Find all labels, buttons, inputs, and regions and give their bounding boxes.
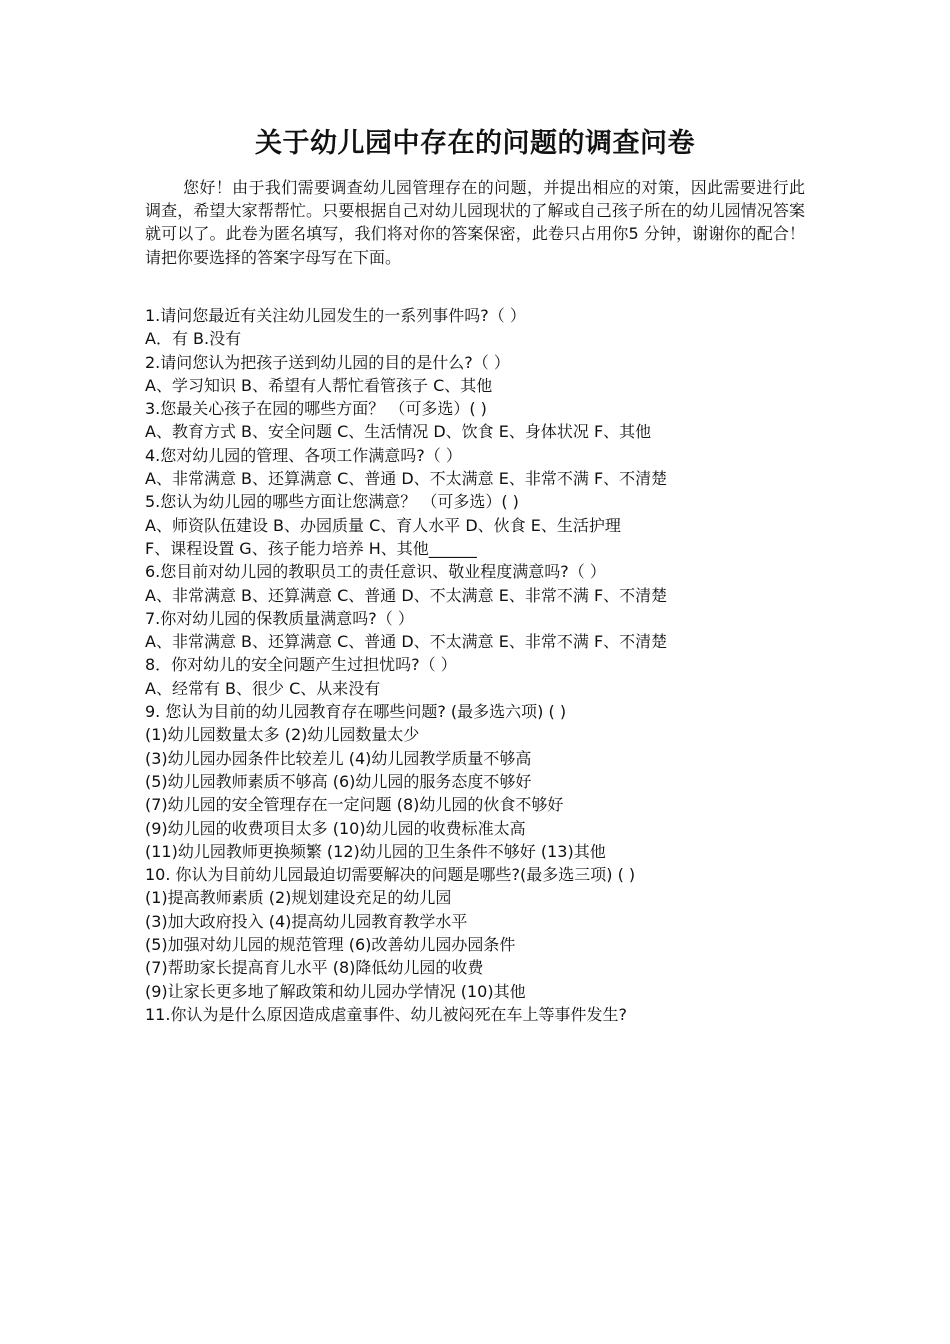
- question-10-option-line: (9)让家长更多地了解政策和幼儿园办学情况 (10)其他: [145, 981, 526, 1001]
- question-7: 7.你对幼儿园的保教质量满意吗?（ ）: [145, 608, 414, 628]
- question-9-option-line: (3)幼儿园办园条件比较差儿 (4)幼儿园教学质量不够高: [145, 748, 532, 768]
- question-6-options: A、非常满意 B、还算满意 C、普通 D、不太满意 E、非常不满 F、不清楚: [145, 585, 668, 605]
- question-10: 10. 你认为目前幼儿园最迫切需要解决的问题是哪些?(最多选三项) ( ): [145, 865, 636, 885]
- question-9-option-line: (9)幼儿园的收费项目太多 (10)幼儿园的收费标准太高: [145, 818, 526, 838]
- question-3-options: A、教育方式 B、安全问题 C、生活情况 D、饮食 E、身体状况 F、其他: [145, 422, 652, 442]
- question-list: [145, 304, 845, 1026]
- question-3: 3.您最关心孩子在园的哪些方面？ （可多选）( ): [145, 399, 487, 419]
- question-4: 4.您对幼儿园的管理、各项工作满意吗?（ ）: [145, 445, 462, 465]
- question-1-options: A．有 B.没有: [145, 329, 242, 349]
- question-5-options-continued: F、课程设置 G、孩子能力培养 H、其他______: [145, 538, 477, 558]
- question-5-options: A、师资队伍建设 B、办园质量 C、育人水平 D、伙食 E、生活护理: [145, 515, 621, 535]
- question-9-option-line: (1)幼儿园数量太多 (2)幼儿园数量太少: [145, 725, 420, 745]
- intro-paragraph: 您好！由于我们需要调查幼儿园管理存在的问题，并提出相应的对策，因此需要进行此调查，希望大家帮帮忙。只要根据自己对幼儿园现状的了解或自己孩子所在的幼儿园情况答案就可以了。此卷为匿名填写，我们将对你的答案保密，此卷只占用你5 分钟，谢谢你的配合！请把你要选择的答案字母写在下面。: [145, 178, 805, 267]
- question-7-options: A、非常满意 B、还算满意 C、普通 D、不太满意 E、非常不满 F、不清楚: [145, 632, 668, 652]
- question-11: 11.你认为是什么原因造成虐童事件、幼儿被闷死在车上等事件发生?: [145, 1004, 627, 1024]
- question-10-option-line: (3)加大政府投入 (4)提高幼儿园教育教学水平: [145, 911, 468, 931]
- question-9-option-line: (11)幼儿园教师更换频繁 (12)幼儿园的卫生条件不够好 (13)其他: [145, 841, 606, 861]
- question-6: 6.您目前对幼儿园的教职员工的责任意识、敬业程度满意吗?（ ）: [145, 562, 606, 582]
- question-8: 8．你对幼儿的安全问题产生过担忧吗?（ ）: [145, 655, 457, 675]
- question-9-option-line: (5)幼儿园教师素质不够高 (6)幼儿园的服务态度不够好: [145, 771, 532, 791]
- question-8-options: A、经常有 B、很少 C、从来没有: [145, 678, 381, 698]
- question-10-option-line: (5)加强对幼儿园的规范管理 (6)改善幼儿园办园条件: [145, 935, 516, 955]
- page-title: 关于幼儿园中存在的问题的调查问卷: [255, 128, 695, 159]
- question-9: 9. 您认为目前的幼儿园教育存在哪些问题? (最多选六项) ( ): [145, 702, 567, 722]
- question-10-option-line: (1)提高教师素质 (2)规划建设充足的幼儿园: [145, 888, 452, 908]
- question-10-option-line: (7)帮助家长提高育儿水平 (8)降低幼儿园的收费: [145, 958, 484, 978]
- question-4-options: A、非常满意 B、还算满意 C、普通 D、不太满意 E、非常不满 F、不清楚: [145, 469, 668, 489]
- question-9-option-line: (7)幼儿园的安全管理存在一定问题 (8)幼儿园的伙食不够好: [145, 795, 564, 815]
- question-2: 2.请问您认为把孩子送到幼儿园的目的是什么?（ ）: [145, 352, 510, 372]
- question-1: 1.请问您最近有关注幼儿园发生的一系列事件吗?（ ）: [145, 306, 526, 325]
- question-5: 5.您认为幼儿园的哪些方面让您满意？ （可多选）( ): [145, 492, 519, 512]
- question-2-options: A、学习知识 B、希望有人帮忙看管孩子 C、其他: [145, 375, 493, 395]
